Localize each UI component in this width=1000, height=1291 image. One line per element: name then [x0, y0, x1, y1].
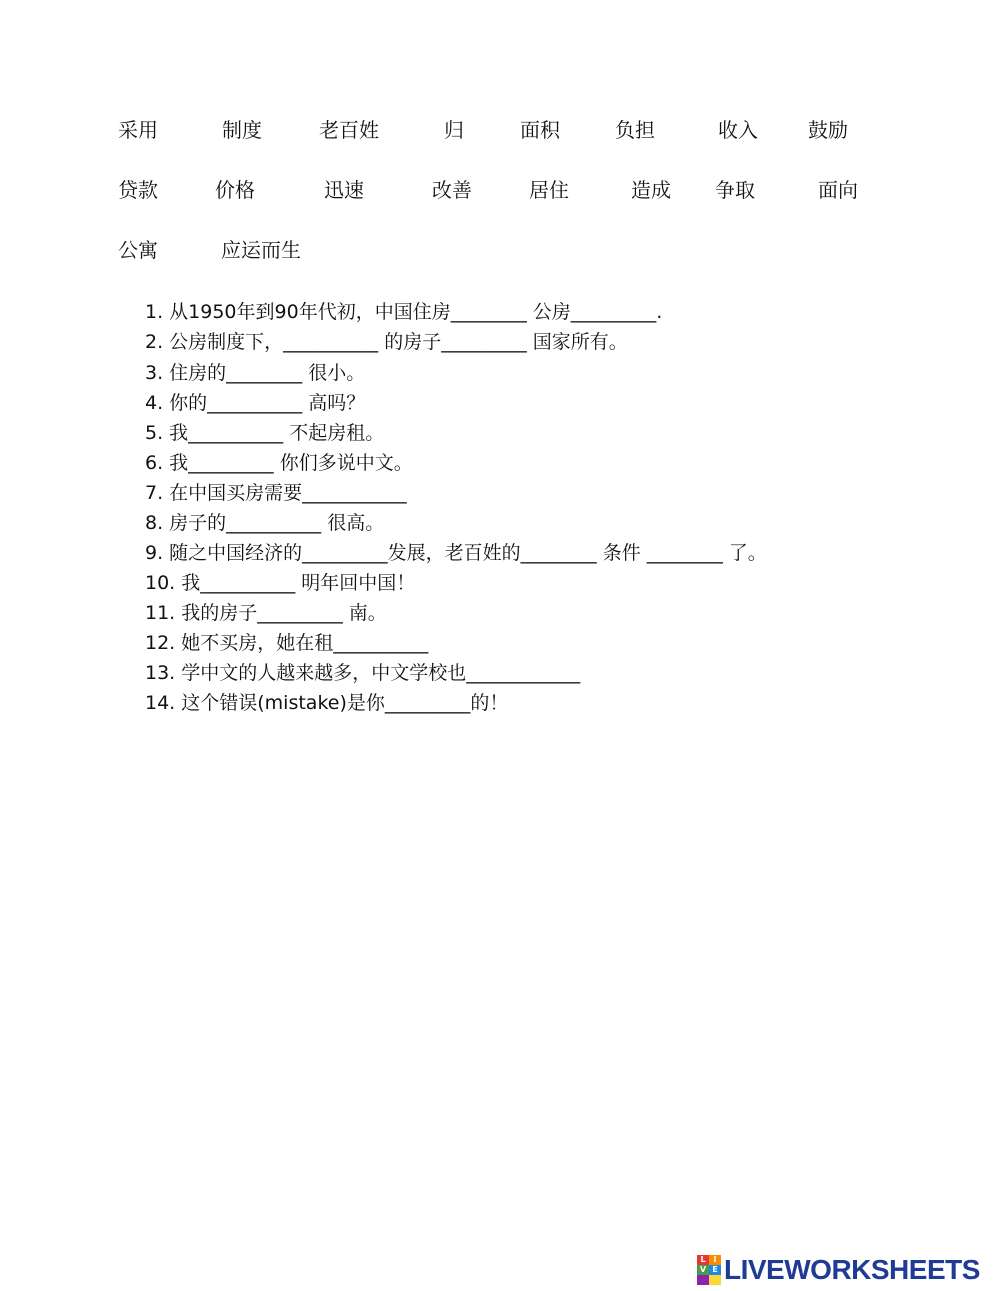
question-item: 14. 这个错误(mistake)是你_________的！ [145, 692, 509, 714]
word-bank-item: 归 [444, 118, 464, 142]
question-item: 5. 我__________ 不起房租。 [145, 422, 385, 444]
word-bank-item: 贷款 [118, 178, 158, 202]
question-item: 6. 我_________ 你们多说中文。 [145, 452, 413, 474]
word-bank-item: 公寓 [118, 238, 158, 262]
word-bank-item: 居住 [529, 178, 569, 202]
question-item: 8. 房子的__________ 很高。 [145, 512, 385, 534]
question-item: 13. 学中文的人越来越多，中文学校也____________ [145, 662, 581, 684]
word-bank-item: 鼓励 [808, 118, 848, 142]
word-bank-item: 改善 [432, 178, 472, 202]
logo-block: L [697, 1255, 709, 1265]
word-bank-item: 争取 [715, 178, 755, 202]
question-item: 12. 她不买房，她在租__________ [145, 632, 429, 654]
word-bank-item: 价格 [215, 178, 255, 202]
word-bank-item: 制度 [222, 118, 262, 142]
word-bank-item: 采用 [118, 118, 158, 142]
question-item: 7. 在中国买房需要___________ [145, 482, 407, 504]
word-bank-item: 面向 [818, 178, 858, 202]
logo-block [709, 1275, 721, 1285]
question-item: 11. 我的房子_________ 南。 [145, 602, 387, 624]
question-item: 10. 我__________ 明年回中国！ [145, 572, 416, 594]
liveworksheets-logo [697, 1253, 980, 1287]
question-item: 9. 随之中国经济的_________发展，老百姓的________ 条件 ________ 了。 [145, 542, 767, 564]
question-item: 3. 住房的________ 很小。 [145, 362, 366, 384]
logo-text: LIVEWORKSHEETS [724, 1254, 980, 1285]
logo-block [697, 1275, 709, 1285]
word-bank-item: 应运而生 [221, 238, 301, 262]
word-bank [0, 0, 1000, 280]
logo-block: E [709, 1265, 721, 1275]
word-bank-item: 造成 [631, 178, 671, 202]
word-bank-item: 负担 [615, 118, 655, 142]
word-bank-item: 收入 [718, 118, 758, 142]
logo-block: I [709, 1255, 721, 1265]
word-bank-item: 面积 [520, 118, 560, 142]
word-bank-item: 老百姓 [319, 118, 379, 142]
logo-block: V [697, 1265, 709, 1275]
question-item: 4. 你的__________ 高吗？ [145, 392, 366, 414]
word-bank-item: 迅速 [324, 178, 364, 202]
question-item: 1. 从1950年到90年代初，中国住房________ 公房_________. [145, 301, 663, 323]
logo-blocks-icon [697, 1255, 721, 1285]
question-item: 2. 公房制度下，__________ 的房子_________ 国家所有。 [145, 331, 628, 353]
